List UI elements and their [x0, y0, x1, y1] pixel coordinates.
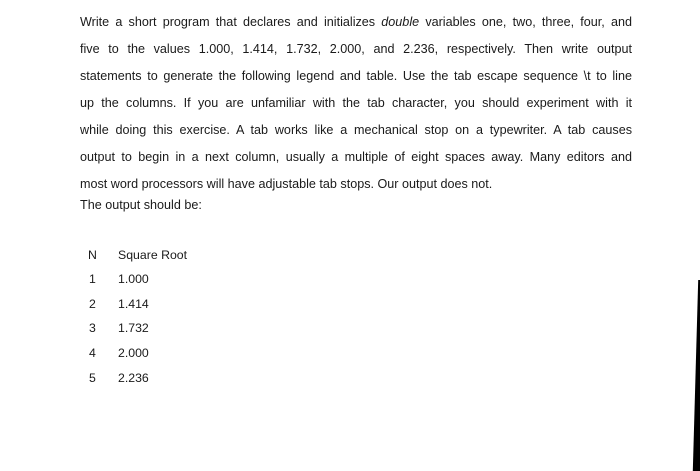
row-value: 1.000 — [118, 272, 149, 286]
row-value: 2.236 — [118, 371, 149, 385]
text: Write a short program that declares and initializes — [80, 15, 382, 29]
row-value: 2.000 — [118, 346, 149, 360]
row-value: 1.732 — [118, 321, 149, 335]
text: variables one, two, three, four, and — [419, 15, 632, 29]
header-square-root: Square Root — [118, 248, 188, 262]
page-edge-shadow — [688, 280, 700, 471]
emphasized-text: double — [381, 15, 420, 29]
paragraph-line: output to begin in a next column, usually a multiple of eight spaces away. Many editors and — [80, 150, 632, 164]
row-value: 1.414 — [118, 297, 149, 311]
paragraph-line: while doing this exercise. A tab works like a mechanical stop on a typewriter. A tab causes — [80, 123, 632, 137]
paragraph-line: The output should be: — [80, 198, 202, 212]
row-n: 1 — [89, 272, 96, 286]
row-n: 3 — [89, 321, 96, 335]
paragraph-line: statements to generate the following legend and table. Use the tab escape sequence \t to line — [80, 69, 632, 83]
row-n: 5 — [89, 371, 96, 385]
paragraph-line — [80, 14, 632, 30]
paragraph-line: most word processors will have adjustable tab stops. Our output does not. — [80, 177, 493, 191]
header-n: N — [88, 248, 97, 262]
row-n: 4 — [89, 346, 96, 360]
row-n: 2 — [89, 297, 96, 311]
paragraph-line: up the columns. If you are unfamiliar with the tab character, you should experiment with it — [80, 96, 632, 110]
paragraph-line: five to the values 1.000, 1.414, 1.732, 2.000, and 2.236, respectively. Then write output — [80, 42, 632, 56]
